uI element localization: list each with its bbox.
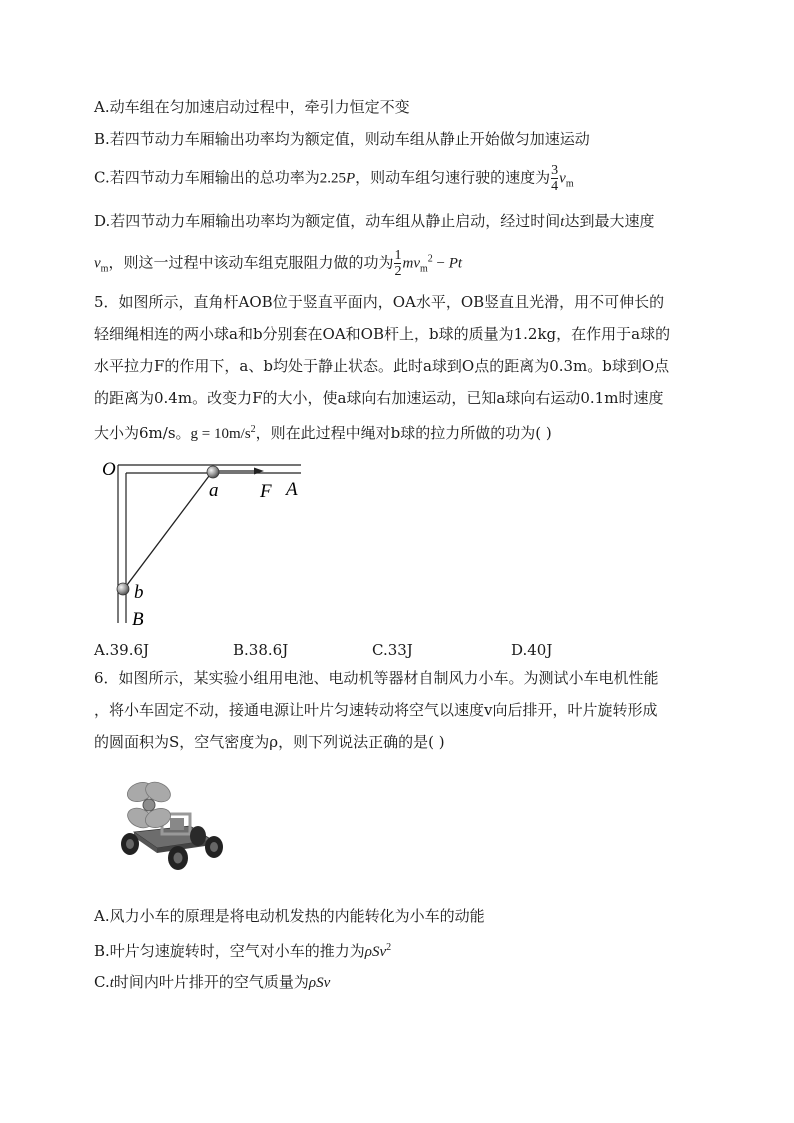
q5-figure-rod-aob bbox=[96, 455, 311, 630]
q4-option-a: A.动车组在匀加速启动过程中，牵引力恒定不变 bbox=[94, 98, 410, 116]
q4-option-d-post: 达到最大速度 bbox=[564, 212, 655, 230]
superscript-2: 2 bbox=[250, 424, 256, 435]
gravity-value: g = 10m/s bbox=[190, 426, 251, 442]
q5-option-b: B.38.6J bbox=[233, 641, 289, 659]
label-o: O bbox=[102, 459, 116, 480]
superscript-2: 2 bbox=[386, 942, 392, 953]
fraction-numerator: 1 bbox=[394, 248, 402, 263]
rope-ab bbox=[124, 472, 212, 589]
q5-line5-post: ，则在此过程中绳对b球的拉力所做的功为( ) bbox=[255, 424, 552, 442]
q6-option-b-pre: B.叶片匀速旋转时，空气对小车的推力为 bbox=[94, 942, 365, 960]
time-symbol: t bbox=[560, 214, 565, 230]
velocity-symbol: v bbox=[413, 255, 420, 272]
label-a: a bbox=[209, 480, 219, 501]
q4-option-d-line1 bbox=[94, 211, 654, 232]
q6-option-b bbox=[94, 938, 391, 962]
fraction-denominator: 4 bbox=[551, 179, 559, 194]
label-B: B bbox=[132, 609, 144, 630]
q5-option-c: C.33J bbox=[372, 641, 413, 659]
subscript-m: m bbox=[419, 263, 428, 275]
q5-option-a: A.39.6J bbox=[94, 641, 150, 659]
q5-stem-line1: 5．如图所示，直角杆AOB位于竖直平面内，OA水平，OB竖直且光滑，用不可伸长的 bbox=[94, 293, 665, 311]
q6-option-b-expr: ρSv bbox=[364, 944, 387, 960]
q4-option-c-pre: C.若四节动力车厢输出的总功率为 bbox=[94, 168, 320, 187]
q4-option-d-line2 bbox=[94, 248, 462, 280]
label-b: b bbox=[134, 582, 144, 603]
velocity-symbol: v bbox=[94, 255, 101, 272]
fraction-numerator: 3 bbox=[551, 163, 559, 178]
ball-b bbox=[117, 583, 129, 595]
subscript-m: m bbox=[565, 178, 574, 190]
q6-option-c-expr: ρSv bbox=[308, 975, 331, 991]
q6-option-a: A.风力小车的原理是将电动机发热的内能转化为小车的动能 bbox=[94, 907, 485, 925]
q4-option-d-fraction bbox=[394, 248, 401, 279]
q4-option-c-fraction bbox=[551, 163, 558, 194]
q5-option-d: D.40J bbox=[511, 641, 553, 659]
q4-option-b: B.若四节动力车厢输出功率均为额定值，则动车组从静止开始做匀加速运动 bbox=[94, 130, 590, 148]
label-A: A bbox=[286, 479, 298, 500]
fraction-denominator: 2 bbox=[394, 264, 402, 279]
q4-option-c-var: P bbox=[345, 170, 356, 187]
mass-symbol: m bbox=[402, 255, 414, 272]
power-time-term: Pt bbox=[448, 255, 463, 272]
q5-stem-line2: 轻细绳相连的两小球a和b分别套在OA和OB杆上，b球的质量为1.2kg，在作用于a球的 bbox=[94, 325, 671, 343]
q5-stem-line5 bbox=[94, 420, 552, 444]
minus-sign: − bbox=[432, 255, 449, 272]
q4-option-c-value: 2.25 bbox=[319, 170, 346, 187]
q5-line5-pre: 大小为6m/s。 bbox=[94, 424, 191, 442]
label-f: F bbox=[260, 481, 272, 502]
ball-a bbox=[207, 466, 219, 478]
q6-stem-line1: 6．如图所示，某实验小组用电池、电动机等器材自制风力小车。为测试小车电机性能 bbox=[94, 669, 659, 687]
time-symbol: t bbox=[109, 975, 114, 991]
q6-option-c bbox=[94, 972, 330, 993]
q6-option-c-pre: C. bbox=[94, 973, 110, 991]
velocity-symbol: v bbox=[559, 170, 566, 187]
q5-stem-line3: 水平拉力F的作用下，a、b均处于静止状态。此时a球到O点的距离为0.3m。b球到O点 bbox=[94, 357, 670, 375]
q6-option-c-mid: 时间内叶片排开的空气质量为 bbox=[113, 973, 309, 991]
wind-car-illustration bbox=[112, 770, 227, 880]
superscript-2: 2 bbox=[427, 253, 433, 265]
q6-stem-line3: 的圆面积为S，空气密度为ρ，则下列说法正确的是( ) bbox=[94, 733, 445, 751]
q5-stem-line4: 的距离为0.4m。改变力F的大小，使a球向右加速运动，已知a球向右运动0.1m时速度 bbox=[94, 389, 664, 407]
q6-stem-line2: ，将小车固定不动，接通电源让叶片匀速转动将空气以速度v向后排开，叶片旋转形成 bbox=[94, 701, 658, 719]
q4-option-d-line2-text: ，则这一过程中该动车组克服阻力做的功为 bbox=[108, 253, 394, 272]
subscript-m: m bbox=[100, 263, 109, 275]
q4-option-d-pre: D.若四节动力车厢输出功率均为额定值，动车组从静止启动，经过时间 bbox=[94, 212, 561, 230]
q4-option-c-mid: ，则动车组匀速行驶的速度为 bbox=[355, 168, 551, 187]
q4-option-c bbox=[94, 163, 574, 195]
